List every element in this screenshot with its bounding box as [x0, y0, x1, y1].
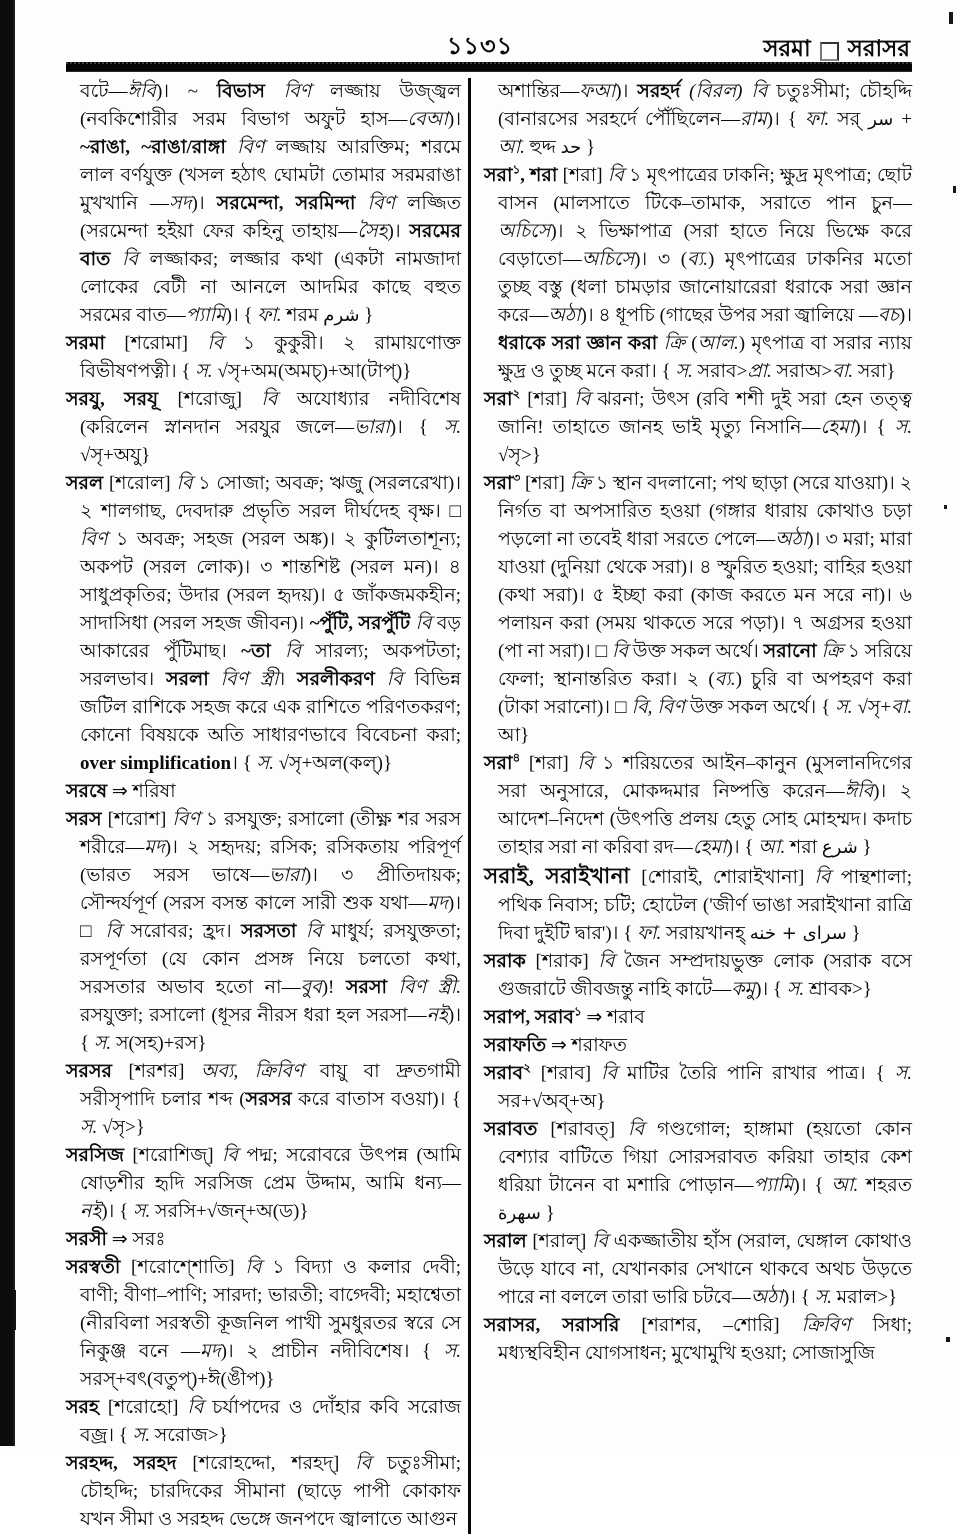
- scan-artifact: [949, 12, 953, 24]
- text-columns: [66, 78, 912, 1534]
- entry-continuation: অশান্তির—ফআ)। সরহর্দ (বিরল) বি চতুঃসীমা; চৌহদ্দি (বানারসের সরহর্দে পৌঁছিলেন—রাম)। { ফা. সর্ سر + আ. হুদ্দ حد }: [498, 81, 913, 158]
- guide-separator-icon: [820, 42, 839, 61]
- dictionary-entry: সরহ [শরোহো] বি চর্যাপদের ও দোঁহার কবি সরোজ বজ্র। { স. সরোজ>}: [66, 1397, 461, 1446]
- dictionary-entry: সরসিজ [শরোশিজ্] বি পদ্ম; সরোবরে উৎপন্ন (আমি ষোড়শীর হৃদি সরসিজ প্রেম উদ্দাম, আমি ধন্য—নই)। { স. সরসি+√জন্+অ(ড)}: [66, 1145, 461, 1222]
- dictionary-entry: সরা$^১$, শরা [শরা] বি ১ মৃৎপাত্রের ঢাকনি; ক্ষুদ্র মৃৎপাত্র; ছোট বাসন (মালসাতে টিকে–তামাক, সরাতে পান চুন—অচিসে)। ২ ভিক্ষাপাত্র (সরা হাতে নিয়ে ভিক্ষে করে বেড়াতো—অচিসে)। ৩ (ব্য.) মৃৎপাত্রের ঢাকনির মতো তুচ্ছ বস্তু (ধলা চামড়ার জানোয়ারেরা ধরাকে সরা জ্ঞান করে—অঠা)। ৪ ধূপচি (গাছের উপর সরা জ্বালিয়ে —বচ)। ধরাকে সরা জ্ঞান করা ক্রি (আল.) মৃৎপাত্র বা সরার ন্যায় ক্ষুদ্র ও তুচ্ছ মনে করা। { স. সরাব>প্রা. সরাঅ>বা. সরা}: [484, 163, 913, 382]
- dictionary-entry: সরযু, সরযূ [শরোজু] বি অযোধ্যার নদীবিশেষ (করিলেন স্নানদান সরযুর জলে—ভারা)। { স. √সৃ+অযু}: [66, 389, 461, 466]
- scan-artifact: [953, 186, 956, 193]
- right-column: [471, 78, 912, 1534]
- guide-word-left: সরমা: [763, 36, 811, 61]
- left-column: [66, 78, 468, 1534]
- dictionary-entry: সরাসর, সরাসরি [শরাশর, –শোরি] ক্রিবিণ সিধা; মধ্যস্থবিহীন যোগসাধন; মুখোমুখি হওয়া; সোজাসুজি: [484, 1315, 912, 1364]
- scan-artifact: [944, 505, 947, 509]
- dictionary-entry: সরাই, সরাইখানা [শোরাই, শোরাইখানা] বি পান্থশালা; পথিক নিবাস; চটি; হোটেল ('জীর্ণ ভাঙা সরাইখানা রাত্রি দিবা দুইটি দ্বার')। { ফা. সরায়খানহ্ سراى + خنه }: [484, 864, 913, 944]
- scan-edge-bar: [0, 0, 15, 1446]
- dictionary-entry: সরষে ⇒ শরিষা: [66, 781, 176, 802]
- header-rule: [66, 62, 912, 72]
- guide-word-right: সরাসর: [847, 36, 910, 61]
- dictionary-entry: সরাব$^২$ [শরাব] বি মাটির তৈরি পানি রাখার পাত্র। { স. সর+√অব্+অ}: [484, 1061, 912, 1112]
- dictionary-entry: সরস্বতী [শরোশ্শোতি] বি ১ বিদ্যা ও কলার দেবী; বাণী; বীণা–পাণি; সারদা; ভারতী; বাগ্দেবী; মহাশ্বেতা (নীরবিলা সরস্বতী কূজনিল পাখী সুমধুরতর স্বরে সে নিকুঞ্জ বনে —মদ)। ২ প্রাচীন নদীবিশেষ। { স. সরস্+বৎ(বতুপ্)+ঈ(ঙীপ)}: [66, 1257, 462, 1390]
- scan-artifact: [946, 1337, 950, 1342]
- page-number: ১১৩১: [446, 34, 514, 60]
- dictionary-entry: সরাক [শরাক] বি জৈন সম্প্রদায়ভুক্ত লোক (সরাক বসে গুজরাটে জীবজন্তু নাহি কাটে—কমু)। { স. শ্রাবক>}: [484, 951, 912, 1000]
- dictionary-entry: সরা$^৩$ [শরা] ক্রি ১ স্থান বদলানো; পথ ছাড়া (সরে যাওয়া)। ২ নির্গত বা অপসারিত হওয়া (গঙ্গার ধারায় কোথাও চড়া পড়লো না তবেই ধারা সরতে পেলে—অঠা)। ৩ মরা; মারা যাওয়া (দুনিয়া থেকে সরা)। ৪ স্ফুরিত হওয়া; বাহির হওয়া (কথা সরা)। ৫ ইচ্ছা করা (কাজ করতে মন সরে না)। ৬ পলায়ন করা (সময় থাকতে সরে পড়া)। ৭ অগ্রসর হওয়া (পা না সরা)। □ বি উক্ত সকল অর্থে। সরানো ক্রি ১ সরিয়ে ফেলা; স্থানান্তরিত করা। ২ (ব্য.) চুরি বা অপহরণ করা (টাকা সরানো)। □ বি, বিণ উক্ত সকল অর্থে। { স. √সৃ+বা. আ}: [484, 471, 913, 746]
- dictionary-entry: সরসর [শরশর] অব্য, ক্রিবিণ বায়ু বা দ্রুতগামী সরীসৃপাদি চলার শব্দ (সরসর করে বাতাস বওয়া)। { স. √সৃ>}: [66, 1061, 461, 1138]
- dictionary-entry: সরাপ, সরাব$^১$ ⇒ শরাব: [484, 1005, 645, 1028]
- dictionary-entry: সরস [শরোশ] বিণ ১ রসযুক্ত; রসালো (তীক্ষ্ণ শর সরস শরীরে—মদ)। ২ সহৃদয়; রসিক; রসিকতায় পরিপূর্ণ (ভারত সরস ভাষে—ভারা)। ৩ প্রীতিদায়ক; সৌন্দর্যপূর্ণ (সরস বসন্ত কালে সারী শুক যথা—মদ)। □ বি সরোবর; হ্রদ। সরসতা বি মাধুর্য; রসযুক্ততা; রসপূর্ণতা (যে কোন প্রসঙ্গ নিয়ে চলতো কথা, সরসতার অভাব হতো না—বুব)! সরসা বিণ স্ত্রী. রসযুক্তা; রসালো (ধূসর নীরস ধরা হল সরসা—নই)। { স. স(সহ)+রস}: [66, 809, 462, 1054]
- dictionary-entry: সরাল [শরাল্] বি একজ্জাতীয় হাঁস (সরাল, ঘেঙ্গাল কোথাও উড়ে যাবে না, যেখানকার সেখানে থাকবে অথচ উড়তে পারে না বললে তারা ভারি চটবে—অঠা)। { স. মরাল>}: [484, 1231, 913, 1308]
- dictionary-entry: সরল [শরোল] বি ১ সোজা; অবক্র; ঋজু (সরলরেখা)। ২ শালগাছ, দেবদারু প্রভৃতি সরল দীর্ঘদেহ বৃক্ষ। □ বিণ ১ অবক্র; সহজ (সরল অঙ্ক)। ২ কুটিলতাশূন্য; অকপট (সরল লোক)। ৩ শান্তশিষ্ট (সরল মন)। ৪ সাধুপ্রকৃতির; উদার (সরল হৃদয়)। ৫ জাঁকজমকহীন; সাদাসিধা (সরল সহজ জীবন)। ~পুঁটি, সরপুঁটি বি বড় আকারের পুঁটিমাছ। ~তা বি সারল্য; অকপটতা; সরলভাব। সরলা বিণ স্ত্রী। সরলীকরণ বি বিভিন্ন জটিল রাশিকে সহজ করে এক রাশিতে পরিণতকরণ; কোনো বিষয়কে অতি সাধারণভাবে বিবেচনা করা; over simplification। { স. √সৃ+অল(কল্)}: [66, 473, 462, 774]
- dictionary-entry: সরাফতি ⇒ শরাফত: [484, 1035, 627, 1056]
- dictionary-entry: সরা$^৪$ [শরা] বি ১ শরিয়তের আইন–কানুন (মুসলানদিগের সরা অনুসারে, মোকদ্দমার নিষ্পত্তি করেন—ঈবি)। ২ আদেশ–নিদেশ (উৎপত্তি প্রলয় হেতু সোহ মোহম্মদ। কদাচ তাহার সরা না করিবা রদ—হেমা)। { আ. শরা شرع }: [484, 751, 912, 858]
- dictionary-entry: সরা$^২$ [শরা] বি ঝরনা; উৎস (রবি শশী দুই সরা হেন তত্ত্ব জানি! তাহাতে জানহ ভাই মৃত্যু নিসানি—হেমা)। { স. √সৃ>}: [484, 387, 913, 466]
- dictionary-entry: সরহদ্দ, সরহদ [শরোহদ্দো, শরহদ্] বি চতুঃসীমা; চৌহদ্দি; চারদিকের সীমানা (ছাড়ে পাপী কোকাফ যখন সীমা ও সরহদ্দ ভেঙ্গে জনপদে জ্বালাতে আগুন: [66, 1453, 461, 1530]
- entry-continuation: বটে—ঈবি)। ~ বিভাস বিণ লজ্জায় উজ্জ্বল (নবকিশোরীর সরম বিভাগ অফুট হাস—বেআ)। ~রাঙা, ~রাঙা/রাঙ্গা বিণ লজ্জায় আরক্তিম; শরমে লাল বর্ণযুক্ত (খসল হঠাৎ ঘোমটা তোমার সরমরাঙা মুখখানি —সদ)। সরমেন্দা, সরমিন্দা বিণ লজ্জিত (সরমেন্দা হইয়া ফের কহিনু তাহায়—সৈহ)। সরমের বাত বি লজ্জাকর; লজ্জার কথা (একটা নামজাদা লোকের বেটী না আনলে আদমির কাছে বহুত সরমের বাত—প্যামি)। { ফা. শরম شرم }: [80, 81, 462, 326]
- dictionary-entry: সরমা [শরোমা] বি ১ কুকুরী। ২ রামায়ণোক্ত বিভীষণপত্নী। { স. √সৃ+অম(অমচ্)+আ(টাপ্)}: [66, 333, 461, 382]
- dictionary-entry: সরসী ⇒ সরঃ: [66, 1229, 166, 1250]
- dictionary-entry: সরাবত [শরাবত্] বি গণ্ডগোল; হাঙ্গামা (হয়তো কোন বেশ্যার বাটিতে গিয়া সোরসরাবত করিয়া তাহার কেশ ধরিয়া টানেন বা মশারি পোড়ান—প্যামি)। { আ. শহরত سهرة }: [484, 1119, 913, 1224]
